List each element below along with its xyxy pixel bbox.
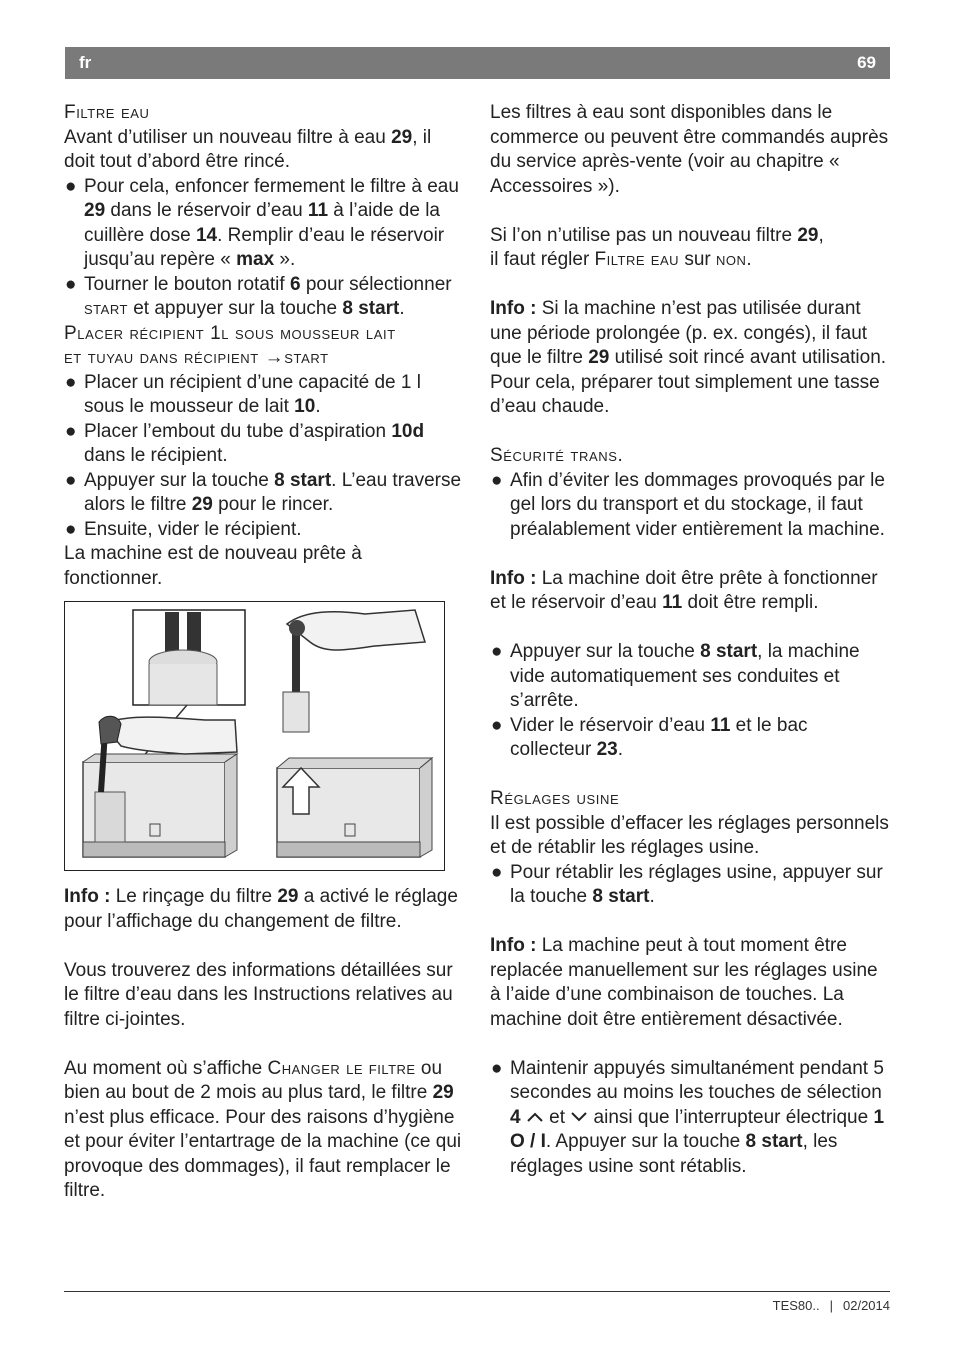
bullet-item: ● Afin d’éviter les dommages provoqués par le gel lors du transport et du stockage, il faut préalablement vider entièrement la machine.	[491, 469, 885, 540]
paragraph: Vous trouverez des informations détaillées sur le filtre d’eau dans les Instructions relatives au filtre ci-jointes.	[64, 959, 453, 1030]
page-header-bar	[65, 47, 890, 79]
heading-reglages-usine: Réglages usine	[490, 788, 620, 809]
paragraph: Si l’on n’utilise pas un nouveau filtre 29, il faut régler Filtre eau sur non.	[490, 224, 824, 270]
paragraph: Il est possible d’effacer les réglages personnels et de rétablir les réglages usine.	[490, 812, 889, 858]
chevron-down-icon	[570, 1111, 588, 1123]
info-note: Info : Le rinçage du filtre 29 a activé le réglage pour l’affichage du changement de filtre.	[64, 886, 458, 932]
bullet-item: ● Ensuite, vider le récipient.	[65, 518, 302, 540]
bullet-item: ● Placer l’embout du tube d’aspiration 10d dans le récipient.	[65, 420, 425, 466]
heading-placer-recipient: Placer récipient 1l sous mousseur lait	[64, 322, 396, 344]
language-label: fr	[79, 53, 92, 72]
right-column	[490, 101, 892, 1179]
model-number: TES80..	[772, 1298, 820, 1313]
heading-filtre-eau: Filtre eau	[64, 102, 150, 123]
info-note: Info : La machine doit être prête à fonctionner et le réservoir d’eau 11 doit être rempli.	[490, 567, 878, 613]
paragraph: Au moment où s’affiche Changer le filtre ou bien au bout de 2 mois au plus tard, le filtre 29 n’est plus efficace. Pour des raisons d’hygiène et pour éviter l’entartrage de la machine (ce qui provoque des dommages), il faut remplacer le filtre.	[64, 1057, 462, 1201]
bullet-item: ● Appuyer sur la touche 8 start. L’eau traverse alors le filtre 29 pour le rincer.	[65, 469, 462, 515]
bullet-item: ● Tourner le bouton rotatif 6 pour sélectionner start et appuyer sur la touche 8 start.	[65, 273, 452, 319]
illustration-drawing	[65, 602, 444, 870]
bullet-item: ● Vider le réservoir d’eau 11 et le bac collecteur 23.	[491, 714, 808, 760]
paragraph: Les filtres à eau sont disponibles dans le commerce ou peuvent être commandés auprès du service après-vente (voir au chapitre « Accessoires »).	[490, 102, 889, 197]
bullet-item: ● Pour rétablir les réglages usine, appuyer sur la touche 8 start.	[491, 861, 883, 907]
info-note: Info : Si la machine n’est pas utilisée durant une période prolongée (p. ex. congés), il faut que le filtre 29 utilisé soit rincé avant utilisation. Pour cela, préparer tout simplement une tasse d’eau chaude.	[490, 298, 887, 417]
page-number: 69	[857, 53, 876, 72]
footer-separator: |	[829, 1298, 833, 1313]
bullet-item: ● Pour cela, enfoncer fermement le filtre à eau 29 dans le réservoir d’eau 11 à l’aide de la cuillère dose 14. Remplir d’eau le réservoir jusqu’au repère « max ».	[65, 175, 459, 270]
heading-tuyau-recipient: et tuyau dans récipient →start	[64, 347, 329, 368]
chevron-up-icon	[526, 1111, 544, 1123]
bullet-item: ● Maintenir appuyés simultanément pendant 5 secondes au moins les touches de sélection 4 et ainsi que l’interrupteur électrique 1 O / I. Appuyer sur la touche 8 start, les réglages usine sont rétablis.	[491, 1057, 885, 1177]
heading-securite-trans: Sécurité trans.	[490, 445, 624, 466]
edition-date: 02/2014	[843, 1298, 890, 1313]
bullet-item: ● Appuyer sur la touche 8 start, la machine vide automatiquement ses conduites et s’arrête.	[491, 641, 860, 711]
info-note: Info : La machine peut à tout moment être replacée manuellement sur les réglages usine à l’aide d’une combinaison de touches. La machine doit être entièrement désactivée.	[490, 935, 878, 1030]
paragraph: La machine est de nouveau prête à fonctionner.	[64, 543, 362, 589]
footer-rule	[64, 1291, 890, 1292]
bullet-item: ● Placer un récipient d’une capacité de 1 l sous le mousseur de lait 10.	[65, 371, 421, 417]
filter-rinse-illustration	[64, 601, 445, 871]
paragraph: Avant d’utiliser un nouveau filtre à eau 29, il doit tout d’abord être rincé.	[64, 126, 432, 172]
page-footer	[773, 1298, 890, 1313]
left-column	[64, 101, 464, 1204]
